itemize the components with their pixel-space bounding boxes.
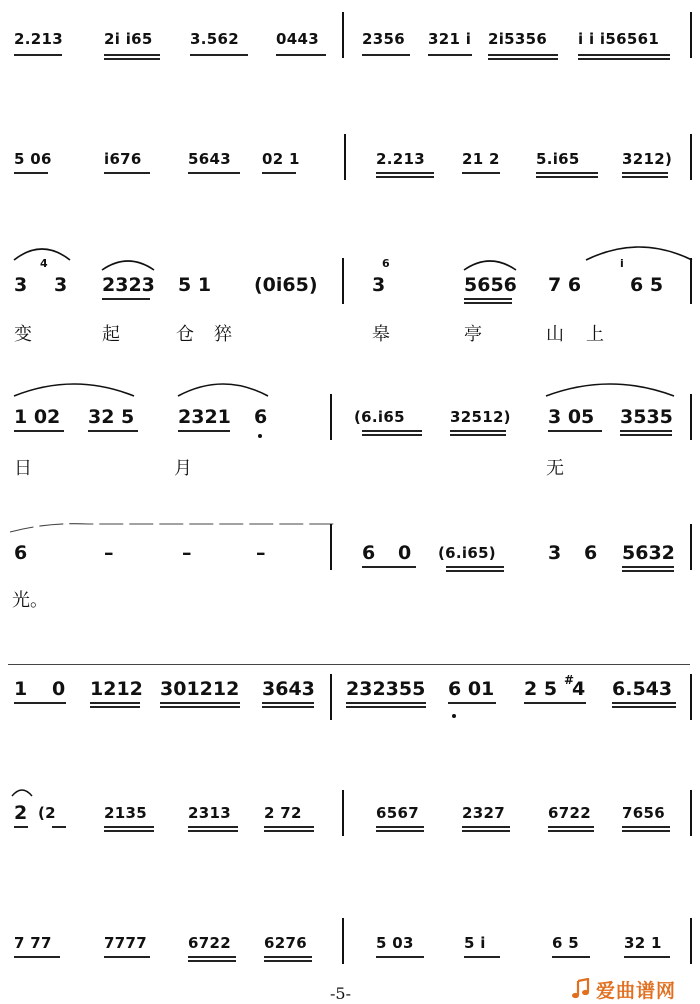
underline — [376, 956, 424, 958]
underline — [104, 172, 150, 174]
underline — [104, 956, 150, 958]
underline — [620, 430, 672, 432]
underline — [578, 58, 670, 60]
underline — [548, 430, 602, 432]
lyric: 上 — [586, 324, 604, 345]
note-group: 6567 — [376, 804, 419, 822]
lyric: 仓 — [176, 324, 194, 345]
note-group: 3 05 — [548, 406, 595, 428]
note-group: (0i65) — [254, 274, 318, 296]
note-group: 1212 — [90, 678, 143, 700]
underline — [464, 298, 512, 300]
note: 3 — [548, 542, 562, 564]
underline — [262, 702, 314, 704]
underline — [102, 298, 150, 300]
lyric: 月 — [174, 458, 192, 479]
underline — [104, 58, 160, 60]
underline — [178, 430, 230, 432]
dash: – — [104, 542, 114, 564]
note-group: 5643 — [188, 150, 231, 168]
note-group: 6276 — [264, 934, 307, 952]
note-group: 6 5 — [552, 934, 579, 952]
note-group: 6.543 — [612, 678, 673, 700]
underline — [262, 172, 296, 174]
underline — [578, 54, 670, 56]
note-group: 2.213 — [376, 150, 425, 168]
underline — [14, 826, 28, 828]
underline — [622, 826, 670, 828]
underline — [612, 706, 676, 708]
score-system-1 — [0, 4, 700, 64]
underline — [362, 566, 416, 568]
score-system-7 — [0, 776, 700, 836]
slur — [176, 378, 270, 398]
score-system-6 — [0, 654, 700, 714]
underline — [188, 172, 240, 174]
barline — [342, 258, 344, 304]
underline — [612, 702, 676, 704]
note-group: 32 1 — [624, 934, 662, 952]
note-group: 1 02 — [14, 406, 61, 428]
note-group: 2.213 — [14, 30, 63, 48]
underline — [448, 702, 496, 704]
note: 6 — [14, 542, 28, 564]
note-group: 6722 — [548, 804, 591, 822]
barline — [342, 12, 344, 58]
lyric: 变 — [14, 324, 32, 345]
barline — [342, 790, 344, 836]
note-group: 3535 — [620, 406, 673, 428]
note-group: 0443 — [276, 30, 319, 48]
underline — [622, 172, 668, 174]
note-group: 3643 — [262, 678, 315, 700]
grace-note: 4 — [40, 257, 48, 270]
note-group: 5656 — [464, 274, 517, 296]
note-group: 6 01 — [448, 678, 495, 700]
underline — [14, 702, 66, 704]
note-group: 3.562 — [190, 30, 239, 48]
underline — [14, 54, 62, 56]
underline — [346, 706, 426, 708]
note-group: (6.i65) — [438, 544, 496, 562]
underline — [88, 430, 138, 432]
lyric: 无 — [546, 458, 564, 479]
underline — [264, 956, 312, 958]
slur — [100, 254, 156, 272]
underline — [90, 702, 140, 704]
note-group: 3212) — [622, 150, 673, 168]
grace-note: 6 — [382, 257, 390, 270]
note-group: (2 — [38, 804, 56, 822]
grace-note: i — [620, 257, 624, 270]
underline — [188, 960, 236, 962]
barline — [690, 918, 692, 964]
underline — [264, 826, 314, 828]
lyric: 起 — [102, 324, 120, 345]
underline — [264, 960, 312, 962]
underline — [548, 830, 594, 832]
underline — [104, 830, 154, 832]
lyric: 山 — [546, 324, 564, 345]
score-system-4 — [0, 378, 700, 479]
underline — [446, 566, 504, 568]
underline — [552, 956, 590, 958]
underline — [620, 434, 672, 436]
underline — [346, 702, 426, 704]
note-group: 32 5 — [88, 406, 135, 428]
underline — [376, 826, 424, 828]
score-system-2 — [0, 126, 700, 186]
music-note-icon — [570, 978, 592, 1000]
underline — [104, 826, 154, 828]
barline — [690, 258, 692, 304]
underline — [190, 54, 248, 56]
note-group: 2i i65 — [104, 30, 153, 48]
note-group: 02 1 — [262, 150, 300, 168]
underline — [188, 830, 238, 832]
underline — [462, 830, 510, 832]
underline — [264, 830, 314, 832]
barline — [690, 394, 692, 440]
slur — [462, 254, 518, 272]
note-group: 321 i — [428, 30, 472, 48]
underline — [536, 172, 598, 174]
note: 4 — [572, 678, 586, 700]
underline — [14, 430, 64, 432]
lyric: 皋 — [372, 324, 390, 345]
site-logo[interactable] — [570, 976, 698, 1002]
underline — [14, 956, 60, 958]
underline — [464, 956, 500, 958]
note-group: 2135 — [104, 804, 147, 822]
tie — [8, 520, 338, 534]
note-group: 2323 — [102, 274, 155, 296]
underline — [428, 54, 472, 56]
note: 3 — [372, 274, 386, 296]
note-group: 5 1 — [178, 274, 212, 296]
note-group: 7 77 — [14, 934, 52, 952]
barline — [344, 134, 346, 180]
underline — [450, 434, 506, 436]
barline — [690, 524, 692, 570]
slur — [584, 240, 694, 262]
underline — [90, 706, 140, 708]
note-group: 32512) — [450, 408, 511, 426]
note-group: 6722 — [188, 934, 231, 952]
note: 2 — [14, 802, 28, 824]
note-group: 5.i65 — [536, 150, 580, 168]
underline — [548, 826, 594, 828]
note-group: 7 6 — [548, 274, 582, 296]
barline — [330, 674, 332, 720]
sharp-sign: # — [564, 673, 575, 687]
note-group: 2i5356 — [488, 30, 548, 48]
note: 3 — [14, 274, 28, 296]
underline — [622, 570, 674, 572]
note-group: 301212 — [160, 678, 240, 700]
tie-line — [8, 664, 690, 665]
note-group: 2321 — [178, 406, 231, 428]
underline — [376, 830, 424, 832]
underline — [464, 302, 512, 304]
lyric: 猝 — [214, 324, 232, 345]
site-name: 爱曲谱网 — [596, 979, 677, 1002]
lower-octave-dot — [258, 434, 262, 438]
note-group: 5632 — [622, 542, 675, 564]
underline — [160, 702, 240, 704]
note-group: 232355 — [346, 678, 426, 700]
fermata-mark — [10, 784, 34, 798]
note: 6 — [362, 542, 376, 564]
note-group: 5 06 — [14, 150, 52, 168]
underline — [446, 570, 504, 572]
underline — [362, 430, 422, 432]
underline — [276, 54, 326, 56]
note-group: 2356 — [362, 30, 405, 48]
lower-octave-dot — [452, 714, 456, 718]
note: 1 — [14, 678, 28, 700]
barline — [690, 12, 692, 58]
underline — [462, 172, 500, 174]
underline — [622, 566, 674, 568]
underline — [362, 434, 422, 436]
note-group: i676 — [104, 150, 142, 168]
note-group: 21 2 — [462, 150, 500, 168]
note-group: 7656 — [622, 804, 665, 822]
underline — [362, 54, 410, 56]
note-group: 6 5 — [630, 274, 664, 296]
underline — [262, 706, 314, 708]
underline — [536, 176, 598, 178]
score-system-5 — [0, 518, 700, 611]
note-group: 5 i — [464, 934, 486, 952]
lyric: 光。 — [12, 590, 48, 611]
dash: – — [182, 542, 192, 564]
underline — [450, 430, 506, 432]
underline — [376, 172, 434, 174]
note-group: 2 5 — [524, 678, 558, 700]
note-group: 2313 — [188, 804, 231, 822]
rest: 0 — [52, 678, 66, 700]
score-system-8 — [0, 908, 700, 968]
barline — [690, 674, 692, 720]
underline — [488, 54, 558, 56]
note: 3 — [54, 274, 68, 296]
underline — [622, 176, 668, 178]
underline — [188, 956, 236, 958]
rest: 0 — [398, 542, 412, 564]
underline — [104, 54, 160, 56]
note: 6 — [254, 406, 268, 428]
score-system-3 — [0, 236, 700, 345]
note-group: (6.i65 — [354, 408, 405, 426]
underline — [524, 702, 586, 704]
dash: – — [256, 542, 266, 564]
note-group: 2 72 — [264, 804, 302, 822]
note-group: i i i56561 — [578, 30, 660, 48]
underline — [14, 172, 48, 174]
underline — [622, 830, 670, 832]
barline — [330, 524, 332, 570]
note-group: 2327 — [462, 804, 505, 822]
lyric: 日 — [14, 458, 32, 479]
note: 6 — [584, 542, 598, 564]
underline — [160, 706, 240, 708]
underline — [488, 58, 558, 60]
barline — [342, 918, 344, 964]
note-group: 7777 — [104, 934, 147, 952]
barline — [690, 134, 692, 180]
slur — [544, 378, 676, 398]
note-group: 5 03 — [376, 934, 414, 952]
underline — [624, 956, 670, 958]
lyric: 亭 — [464, 324, 482, 345]
underline — [462, 826, 510, 828]
barline — [330, 394, 332, 440]
page-number: -5- — [330, 984, 351, 1003]
slur — [12, 378, 136, 398]
underline — [52, 826, 66, 828]
underline — [376, 176, 434, 178]
barline — [690, 790, 692, 836]
underline — [188, 826, 238, 828]
